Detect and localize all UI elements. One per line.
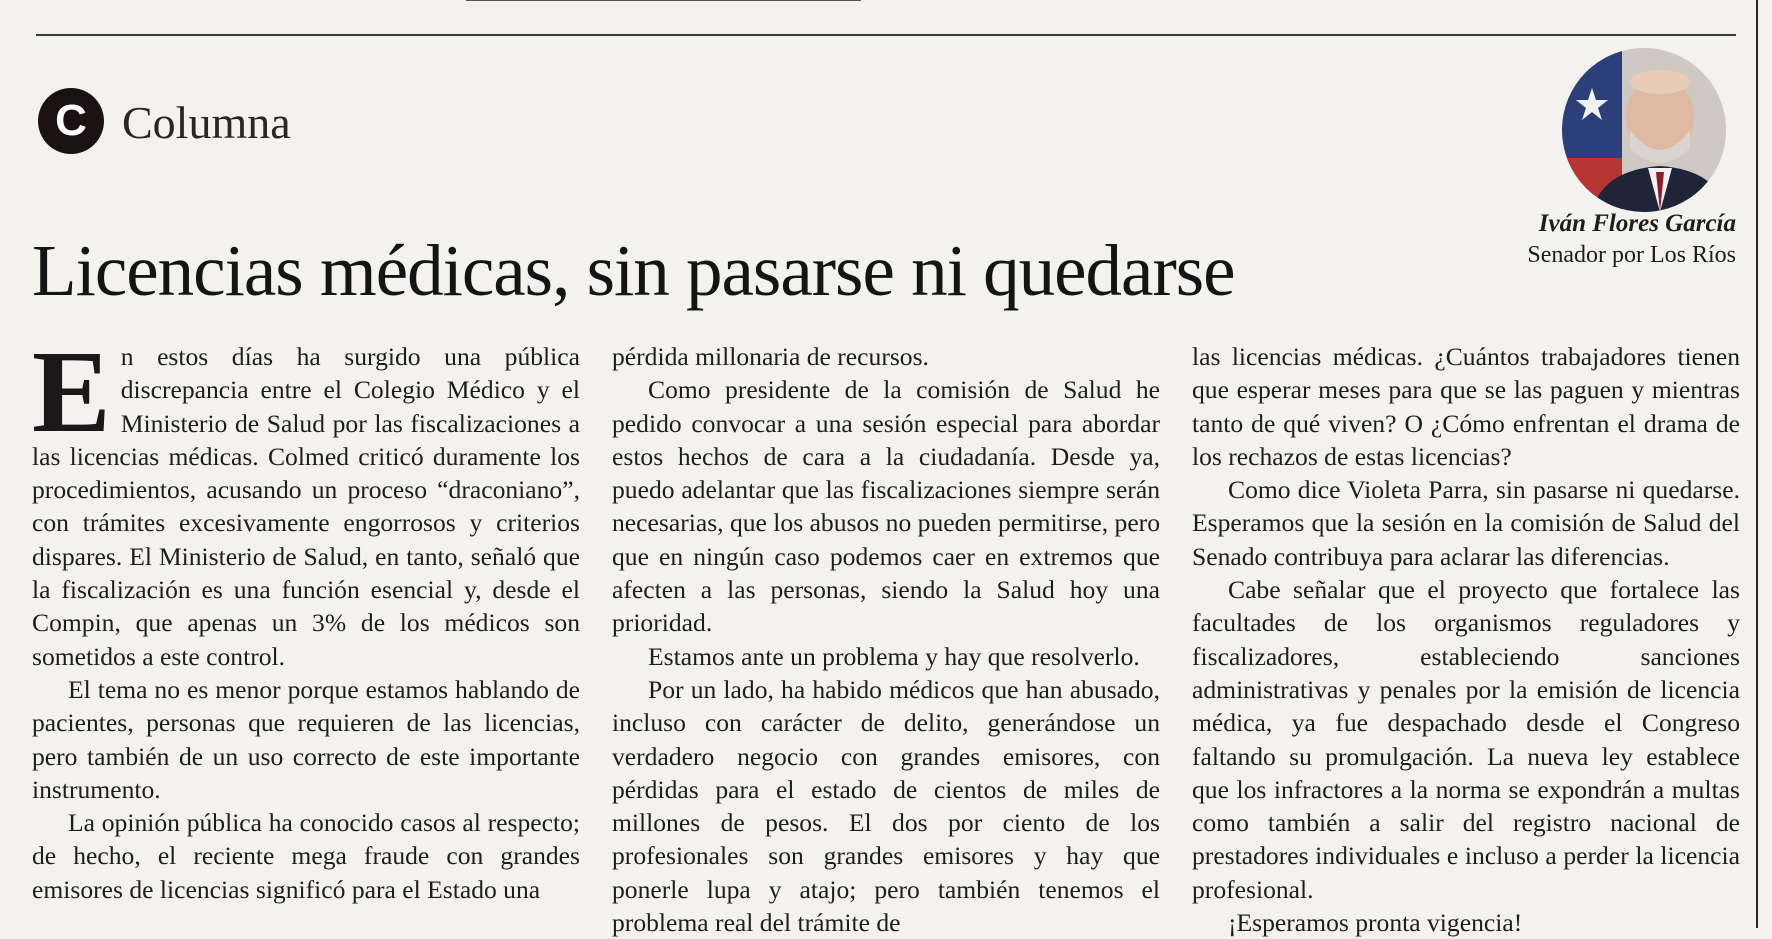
article-column-3 xyxy=(1192,340,1740,939)
paragraph: las licencias médicas. ¿Cuántos trabajadores tienen que esperar meses para que se las paguen y mientras tanto de qué viven? O ¿Cómo enfrentan el drama de los rechazos de estas licencias? xyxy=(1192,342,1740,471)
author-role: Senador por Los Ríos xyxy=(1527,242,1736,268)
headline: Licencias médicas, sin pasarse ni quedarse xyxy=(32,230,1235,311)
section-label: Columna xyxy=(122,97,291,148)
paragraph: Como dice Violeta Parra, sin pasarse ni quedarse. Esperamos que la sesión en la comisión de Salud del Senado contribuya para aclarar las diferencias. xyxy=(1192,475,1740,571)
top-strip-rule xyxy=(466,0,861,1)
drop-cap: E xyxy=(32,326,111,457)
author-avatar xyxy=(1562,48,1726,212)
paragraph: ¡Esperamos pronta vigencia! xyxy=(1228,908,1523,938)
author-name: Iván Flores García xyxy=(1538,210,1736,237)
header-rule xyxy=(36,34,1736,36)
adjacent-column-edge xyxy=(1756,0,1772,928)
paragraph: Como presidente de la comisión de Salud he pedido convocar a una sesión especial para abordar estos hechos de cara a la ciudadanía. Desde ya, puedo adelantar que las fiscalizaciones siempre serán necesarias, que los abusos no pueden permitirse, pero que en ningún caso podemos caer en extremos que afecten a las personas, siendo la Salud hoy una prioridad. xyxy=(612,375,1160,638)
paragraph: La opinión pública ha conocido casos al respecto; de hecho, el reciente mega fraude con grandes emisores de licencias significó para el Estado una xyxy=(32,808,580,904)
column-badge-icon: C xyxy=(38,88,104,154)
paragraph: El tema no es menor porque estamos hablando de pacientes, personas que requieren de las licencias, pero también de un uso correcto de este importante instrumento. xyxy=(32,674,580,804)
author-photo-illustration xyxy=(1562,48,1726,212)
paragraph: Cabe señalar que el proyecto que fortalece las facultades de los organismos reguladores y fiscalizadores, estableciendo sanciones administrativas y penales por la emisión de licencia médica, ya fue despachado desde el Congreso faltando su promulgación. La nueva ley establece que los infractores a la norma se expondrán a multas como también a salir del registro nacional de prestadores individuales e incluso a perder la licencia profesional. xyxy=(1192,575,1740,904)
paragraph: Por un lado, ha habido médicos que han abusado, incluso con carácter de delito, generándose un verdadero negocio con grandes emisores, con pérdidas para el estado de cientos de miles de millones de pesos. El dos por ciento de los profesionales son grandes emisores y hay que ponerle lupa y atajo; pero también tenemos el problema real del trámite de xyxy=(612,674,1160,938)
article-column-2 xyxy=(612,340,1160,939)
cropped-top-strip xyxy=(0,0,1772,8)
paragraph: pérdida millonaria de recursos. xyxy=(612,342,929,371)
paragraph: Estamos ante un problema y hay que resolverlo. xyxy=(648,641,1140,671)
paragraph: n estos días ha surgido una pública discrepancia entre el Colegio Médico y el Ministerio de Salud por las fiscalizaciones a las licencias médicas. Colmed criticó duramente los procedimientos, acusando un proceso “draconiano”, con trámites excesivamente engorrosos y criterios dispares. El Ministerio de Salud, en tanto, señaló que la fiscalización es una función esencial y, desde el Compin, que apenas un 3% de los médicos son sometidos a este control. xyxy=(32,342,580,671)
article-column-1 xyxy=(32,326,580,906)
